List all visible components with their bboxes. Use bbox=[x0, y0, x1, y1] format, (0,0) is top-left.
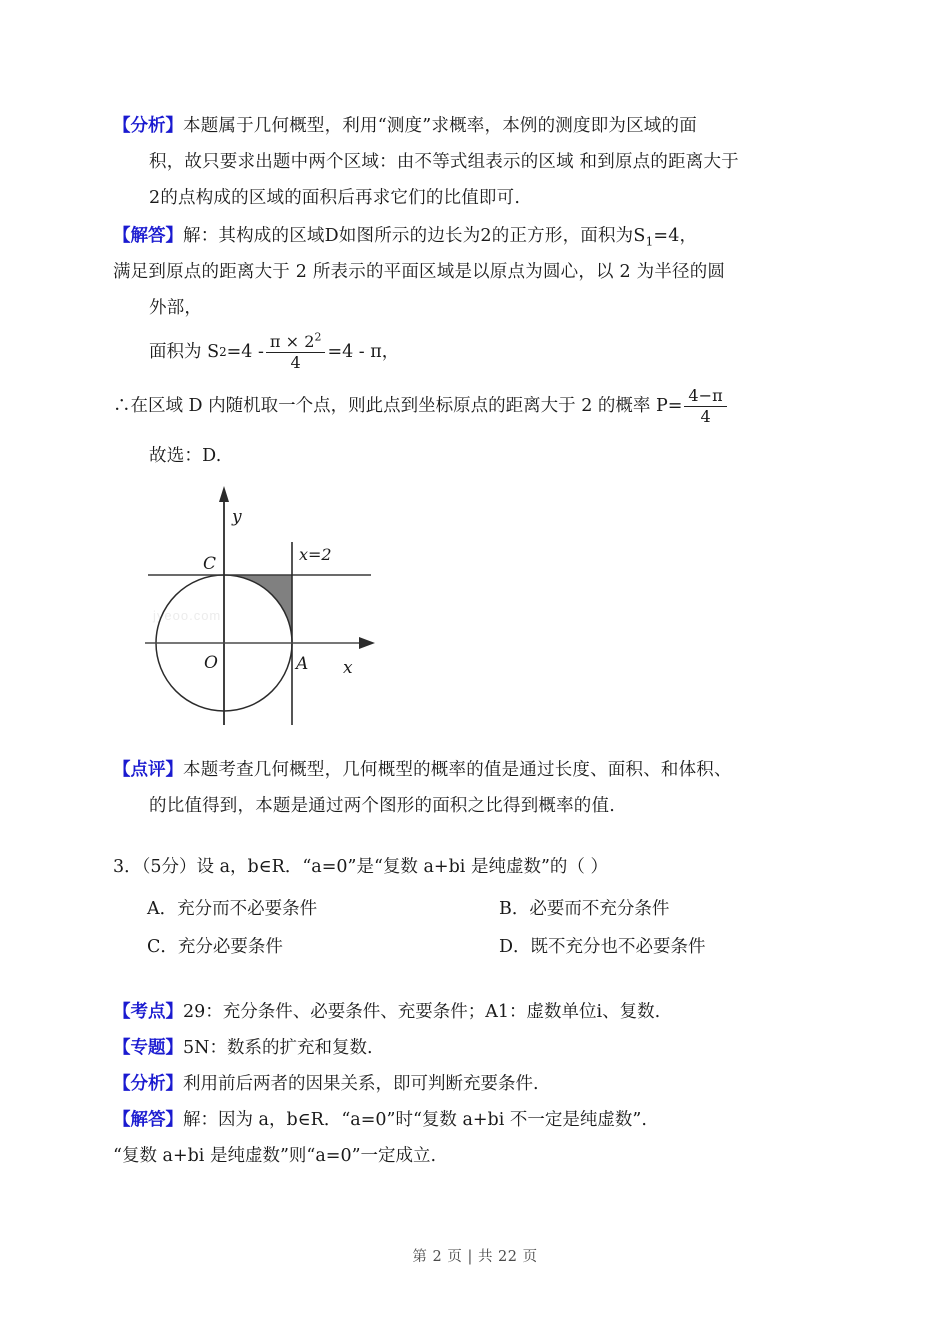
option-a-key: A． bbox=[147, 899, 178, 919]
question-3-number: 3． bbox=[113, 857, 142, 877]
answer-line-3: 外部， bbox=[149, 298, 203, 318]
option-b-text: 必要而不充分条件 bbox=[529, 899, 670, 919]
label-point-c: C bbox=[203, 554, 217, 574]
probability-fraction bbox=[684, 387, 726, 425]
probability-line bbox=[113, 378, 837, 434]
comment-line-2: 的比值得到，本题是通过两个图形的面积之比得到概率的值. bbox=[149, 796, 615, 816]
question-3 bbox=[113, 850, 837, 1174]
fenxi-text: 利用前后两者的因果关系，即可判断充要条件. bbox=[183, 1074, 539, 1094]
jieda-text-1: 解：因为 a，b∈R．“a=0”时“复数 a+bi 不一定是纯虚数”. bbox=[183, 1110, 647, 1130]
analysis-line-3: 2的点构成的区域的面积后再求它们的比值即可. bbox=[149, 188, 521, 208]
answer-sub-1: 1 bbox=[645, 234, 654, 249]
option-d-text: 既不充分也不必要条件 bbox=[530, 937, 706, 957]
option-row-2 bbox=[113, 928, 837, 966]
analysis-tag: 【分析】 bbox=[113, 116, 183, 136]
y-axis-arrow bbox=[219, 486, 229, 502]
x-axis-arrow bbox=[359, 637, 375, 649]
option-c-text: 充分必要条件 bbox=[177, 937, 283, 957]
geometry-figure bbox=[113, 480, 837, 748]
option-row-1 bbox=[113, 890, 837, 928]
question-3-stem bbox=[113, 850, 837, 884]
fenxi-line bbox=[113, 1066, 837, 1102]
label-x-axis: x bbox=[343, 658, 353, 678]
question-3-text: 设 a，b∈R．“a=0”是“复数 a+bi 是纯虚数”的（ ） bbox=[196, 857, 608, 877]
option-c-key: C． bbox=[147, 937, 178, 957]
option-b[interactable] bbox=[499, 890, 851, 928]
answer-block bbox=[113, 218, 837, 326]
kaodian-line bbox=[113, 994, 837, 1030]
comment-line-1 bbox=[113, 752, 837, 788]
area-num-exponent: 2 bbox=[314, 330, 322, 344]
analysis-line-1 bbox=[113, 108, 837, 144]
fenxi-tag: 【分析】 bbox=[113, 1074, 183, 1094]
comment-tag: 【点评】 bbox=[113, 760, 183, 780]
analysis-block bbox=[113, 108, 837, 216]
jieda-tag: 【解答】 bbox=[113, 1110, 183, 1130]
option-d-key: D． bbox=[499, 937, 531, 957]
figure-watermark: jyeoo.com bbox=[153, 608, 222, 623]
area-fraction-denominator: 4 bbox=[290, 352, 301, 372]
shaded-region bbox=[224, 575, 292, 643]
page-content bbox=[113, 108, 837, 1174]
jieda-line-1 bbox=[113, 1102, 837, 1138]
option-b-key: B． bbox=[499, 899, 530, 919]
zhuanti-tag: 【专题】 bbox=[113, 1038, 183, 1058]
zhuanti-line bbox=[113, 1030, 837, 1066]
page-footer: 第 2 页 | 共 22 页 bbox=[412, 1249, 538, 1265]
probability-text: ∴在区域 D 内随机取一个点，则此点到坐标原点的距离大于 2 的概率 P= bbox=[113, 396, 683, 416]
area-fraction-numerator bbox=[266, 330, 326, 352]
comment-text-1: 本题考查几何概型，几何概型的概率的值是通过长度、面积、和体积、 bbox=[183, 760, 732, 780]
zhuanti-text: 5N：数系的扩充和复数. bbox=[183, 1038, 373, 1058]
analysis-text-1: 本题属于几何概型，利用“测度”求概率，本例的测度即为区域的面 bbox=[183, 116, 697, 136]
label-line-x-equals-2: x=2 bbox=[299, 545, 332, 564]
label-origin: O bbox=[204, 653, 218, 673]
question-3-options bbox=[113, 890, 837, 966]
area-formula-tail: =4 - π， bbox=[327, 342, 400, 362]
area-num-text: π × 2 bbox=[269, 332, 315, 352]
label-point-a: A bbox=[296, 654, 309, 674]
jieda-line-2: “复数 a+bi 是纯虚数”则“a=0”一定成立. bbox=[113, 1146, 437, 1166]
analysis-line-2: 积，故只要求出题中两个区域：由不等式组表示的区域 和到原点的距离大于 bbox=[149, 152, 739, 172]
area-formula-lead: 面积为 S bbox=[149, 342, 220, 362]
geometry-figure-svg bbox=[131, 480, 421, 748]
label-y-axis: y bbox=[232, 507, 242, 527]
comment-block bbox=[113, 752, 837, 824]
option-d[interactable] bbox=[499, 928, 851, 966]
answer-text-1b: =4， bbox=[653, 226, 698, 246]
answer-line-2: 满足到原点的距离大于 2 所表示的平面区域是以原点为圆心，以 2 为半径的圆 bbox=[113, 262, 726, 282]
option-c[interactable] bbox=[147, 928, 499, 966]
question-3-score: （5分） bbox=[141, 857, 197, 877]
kaodian-tag: 【考点】 bbox=[113, 1002, 183, 1022]
final-choice-line bbox=[113, 438, 837, 474]
option-a-text: 充分而不必要条件 bbox=[177, 899, 318, 919]
answer-text-1a: 解：其构成的区域D如图所示的边长为2的正方形，面积为S bbox=[183, 226, 646, 246]
probability-numerator: 4−π bbox=[684, 387, 726, 406]
question-3-meta bbox=[113, 994, 837, 1174]
answer-tag: 【解答】 bbox=[113, 226, 183, 246]
area-formula-eq1: =4 - bbox=[226, 342, 264, 362]
probability-denominator: 4 bbox=[700, 406, 711, 426]
area-fraction bbox=[266, 330, 326, 372]
option-a[interactable] bbox=[147, 890, 499, 928]
final-choice-text: 故选：D. bbox=[149, 446, 222, 466]
kaodian-text: 29：充分条件、必要条件、充要条件；A1：虚数单位i、复数. bbox=[183, 1002, 661, 1022]
answer-line-1 bbox=[113, 218, 837, 254]
area-formula: 面积为 S 2 =4 - $\frac{\pi \times 2^2}{4}$ =4 - π， bbox=[149, 330, 400, 372]
